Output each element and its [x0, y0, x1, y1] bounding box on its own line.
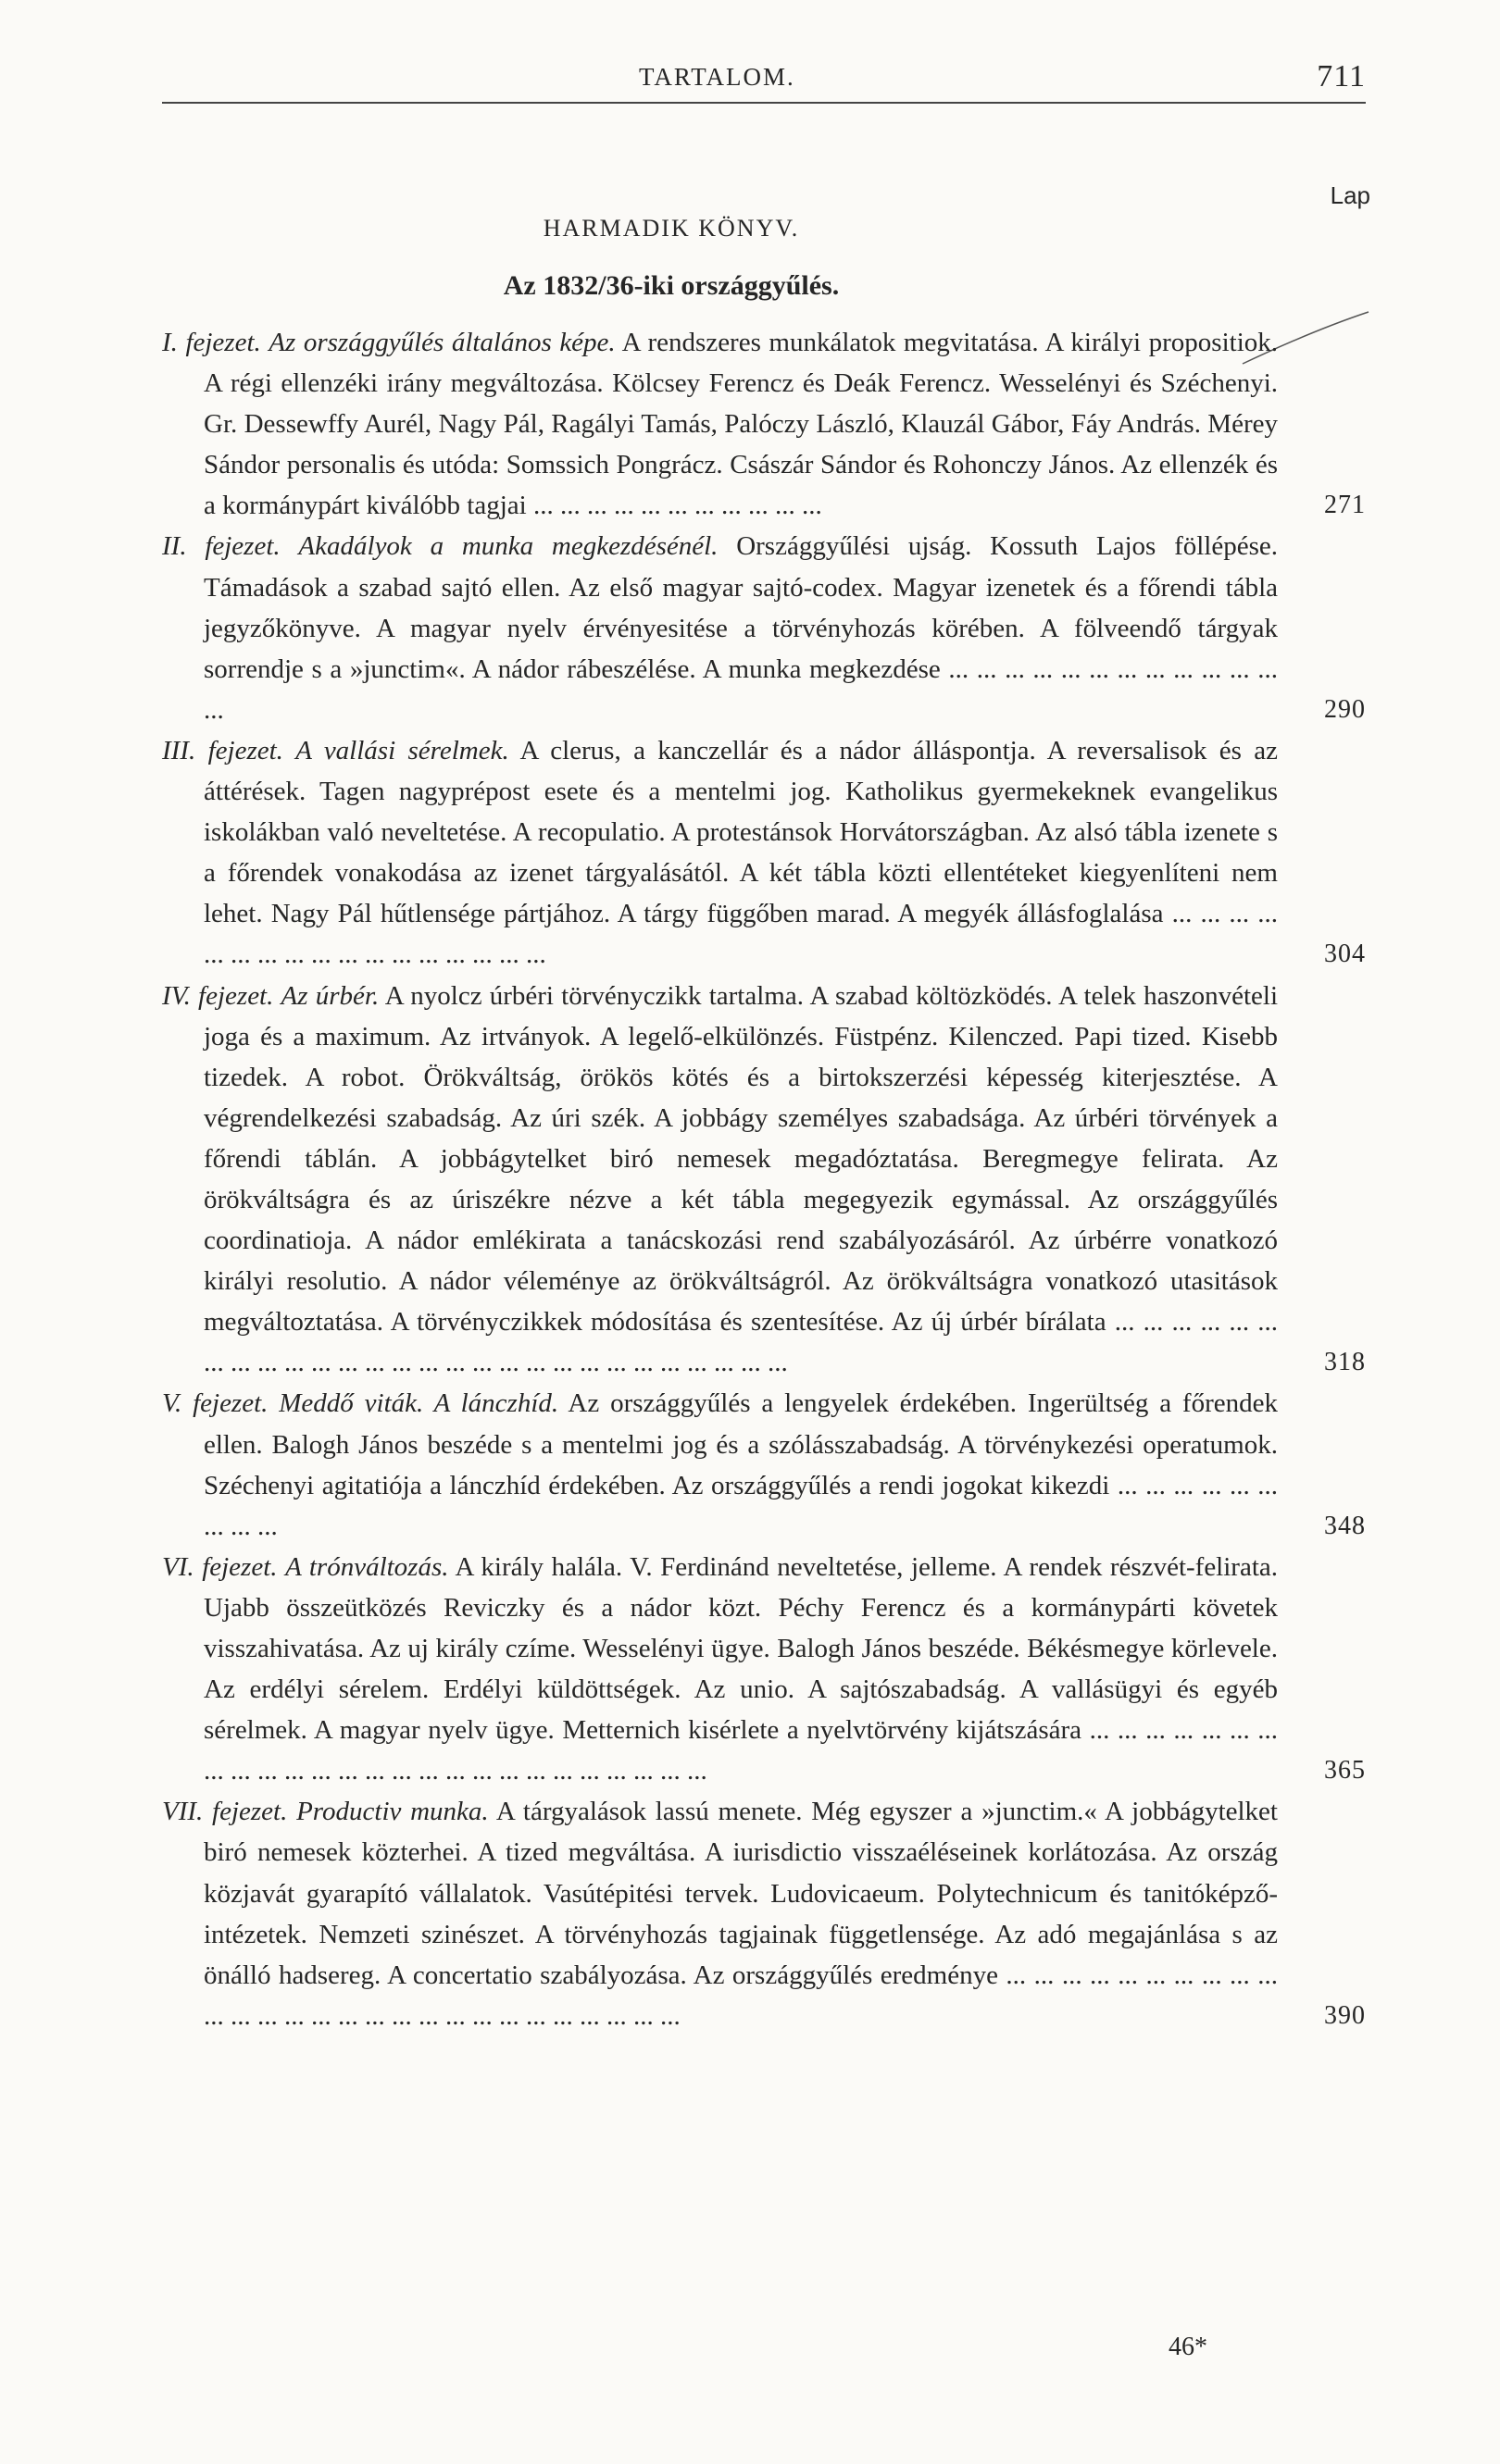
chapter-page-ref: 318	[1324, 1348, 1366, 1377]
dot-leader: ... ... ... ... ... ... ... ... ... ... ... ... ... ... ... ... ... ... ... ... ... ... ... ... ... ... ... ...	[204, 1960, 1279, 2031]
dot-leader: ... ... ... ... ... ... ... ... ... ... ...	[532, 491, 822, 521]
chapter-text	[162, 1791, 1278, 2036]
chapter-page-ref: 390	[1324, 2000, 1366, 2030]
chapter-number: V. fejezet.	[162, 1388, 269, 1419]
chapter-entry-6	[162, 1547, 1366, 1792]
chapter-text	[162, 1383, 1278, 1546]
chapter-number: III. fejezet.	[162, 735, 283, 765]
chapter-text	[162, 322, 1278, 526]
header-rule	[162, 102, 1366, 104]
chapter-summary: Országgyűlési ujság. Kossuth Lajos föllépése. Támadások a szabad sajtó ellen. Az első magyar sajtó-codex. Magyar izenetek és a főrendi tábla jegyzőkönyve. A magyar nyelv érvényesitése a törvényhozás körében. A fölveendő tárgyak sorrendje s a »junctim«. A nádor rábeszélése. A munka megkezdése	[204, 531, 1279, 684]
chapter-number: II. fejezet.	[162, 531, 281, 562]
dot-leader: ... ... ... ... ... ... ... ... ... ... ... ... ... ... ... ... ... ... ... ... ... ... ... ... ... ...	[204, 1715, 1279, 1786]
dot-leader: ... ... ... ... ... ... ... ... ... ... ... ... ...	[204, 653, 1278, 725]
chapter-text	[162, 976, 1278, 1384]
chapter-title: A vallási sérelmek.	[295, 735, 509, 765]
signature-mark: 46*	[1169, 2333, 1207, 2361]
chapter-title: Az országgyűlés általános képe.	[269, 328, 616, 357]
book-title: HARMADIK KÖNYV.	[543, 215, 800, 242]
chapter-page-ref: 290	[1324, 694, 1366, 724]
chapter-summary: Az országgyűlés a lengyelek érdekében. Ingerültség a főrendek ellen. Balogh János beszéde s a mentelmi jog és a szólásszabadság. A törvénykezési operatumok. Széchenyi agitatiója a lánczhíd érdekében. Az országgyűlés a rendi jogokat kikezdi	[204, 1388, 1278, 1500]
dot-leader: ... ... ... ... ... ... ... ... ... ... ... ... ... ... ... ... ...	[204, 899, 1279, 970]
chapter-page-ref: 365	[1324, 1756, 1366, 1786]
dot-leader: ... ... ... ... ... ... ... ... ... ... ... ... ... ... ... ... ... ... ... ... ... ... ... ... ... ... ... ...	[204, 1307, 1279, 1378]
section-title: Az 1832/36-iki országgyűlés.	[503, 270, 840, 301]
chapter-number: VI. fejezet.	[162, 1551, 278, 1582]
chapter-summary: A clerus, a kanczellár és a nádor álláspontja. A reversalisok és az áttérések. Tagen nagyprépost esete és a mentelmi jog. Katholikus gyermekeknek evangelikus iskolákban való neveltetése. A recopulatio. A protestánsok Horvátországban. Az alsó tábla izenete s a főrendek vonakodása az izenet tárgyalásától. A két tábla közti ellentéteket kiegyenlíteni nem lehet. Nagy Pál hűtlensége pártjához. A tárgy függőben marad. A megyék állásfoglalása	[204, 735, 1278, 929]
chapter-title: Akadályok a munka megkezdésénél.	[298, 531, 719, 562]
chapter-entry-3	[162, 730, 1366, 976]
chapter-page-ref: 271	[1324, 491, 1366, 520]
chapter-title: Productiv munka.	[296, 1797, 489, 1827]
chapter-title: A trónváltozás.	[285, 1551, 449, 1582]
chapter-title: Meddő viták. A lánczhíd.	[279, 1388, 559, 1419]
chapter-summary: A rendszeres munkálatok megvitatása. A királyi propositiok. A régi ellenzéki irány megváltozása. Kölcsey Ferencz és Deák Ferencz. Wesselényi és Széchenyi. Gr. Dessewffy Aurél, Nagy Pál, Ragályi Tamás, Palóczy László, Klauzál Gábor, Fáy András. Mérey Sándor personalis és utóda: Somssich Pongrácz. Császár Sándor és Rohonczy János. Az ellenzék és a kormánypárt kiválóbb tagjai	[204, 328, 1279, 521]
chapter-number: VII. fejezet.	[162, 1797, 288, 1827]
page-number: 711	[1317, 59, 1366, 93]
chapter-entry-5	[162, 1383, 1366, 1546]
dot-leader: ... ... ... ... ... ... ... ... ...	[204, 1470, 1279, 1541]
chapter-page-ref: 348	[1324, 1511, 1366, 1540]
chapter-entry-2	[162, 526, 1366, 729]
chapter-summary: A nyolcz úrbéri törvényczikk tartalma. A szabad költözködés. A telek haszonvételi joga és a maximum. Az irtványok. A legelő-elkülönzés. Füstpénz. Kilenczed. Papi tized. Kisebb tizedek. A robot. Örökváltság, örökös kötés és a birtokszerzési képesség kiterjesztése. A végrendelkezési szabadság. Az úri szék. A jobbágy személyes szabadsága. Az úrbéri törvények a főrendi táblán. A jobbágytelket biró nemesek megadóztatása. Beregmegye felirata. Az örökváltságra és az úriszékre nézve a két tábla megegyezik egymással. Az országgyűlés coordinatioja. A nádor emlékirata a tanácskozási rend szabályozásáról. Az úrbérre vonatkozó királyi resolutio. A nádor véleménye az örökváltságról. Az örökváltságra vonatkozó utasitások megváltoztatása. A törvényczikkek módosítása és szentesítése. Az új úrbér bírálata	[204, 980, 1279, 1338]
running-head	[162, 57, 1366, 104]
table-of-contents	[162, 322, 1366, 2036]
chapter-page-ref: 304	[1324, 940, 1366, 969]
chapter-summary: A tárgyalások lassú menete. Még egyszer a »junctim.« A jobbágytelket biró nemesek közterhei. A tized megváltása. A iurisdictio visszaéléseinek korlátozása. Az ország közjavát gyarapító vállalatok. Vasútépitési tervek. Ludovicaeum. Polytechnicum és tanitóképző-intézetek. Nemzeti szinészet. A törvényhozás tagjainak függetlensége. Az adó megajánlása s az önálló hadsereg. A concertatio szabályozása. Az országgyűlés eredménye	[204, 1797, 1278, 1990]
chapter-entry-7	[162, 1791, 1366, 2036]
chapter-number: IV. fejezet.	[162, 980, 274, 1011]
chapter-title: Az úrbér.	[281, 980, 380, 1011]
chapter-entry-1	[162, 322, 1366, 526]
chapter-summary: A király halála. V. Ferdinánd neveltetése, jelleme. A rendek részvét-felirata. Ujabb összeütközés Reviczky és a nádor közt. Péchy Ferencz és a kormánypárti követek visszahivatása. Az uj király czíme. Wesselényi ügye. Balogh János beszéde. Békésmegye körlevele. Az erdélyi sérelem. Erdélyi küldöttségek. Az unio. A sajtószabadság. A vallásügyi és egyéb sérelmek. A magyar nyelv ügye. Metternich kisérlete a nyelvtörvény kijátszására	[204, 1551, 1279, 1746]
chapter-text	[162, 1547, 1278, 1792]
running-head-title: TARTALOM.	[639, 63, 795, 91]
chapter-text	[162, 730, 1278, 976]
chapter-number: I. fejezet.	[162, 328, 261, 357]
chapter-text	[162, 526, 1278, 729]
chapter-entry-4	[162, 976, 1366, 1384]
page-column-label: Lap	[1330, 181, 1370, 209]
